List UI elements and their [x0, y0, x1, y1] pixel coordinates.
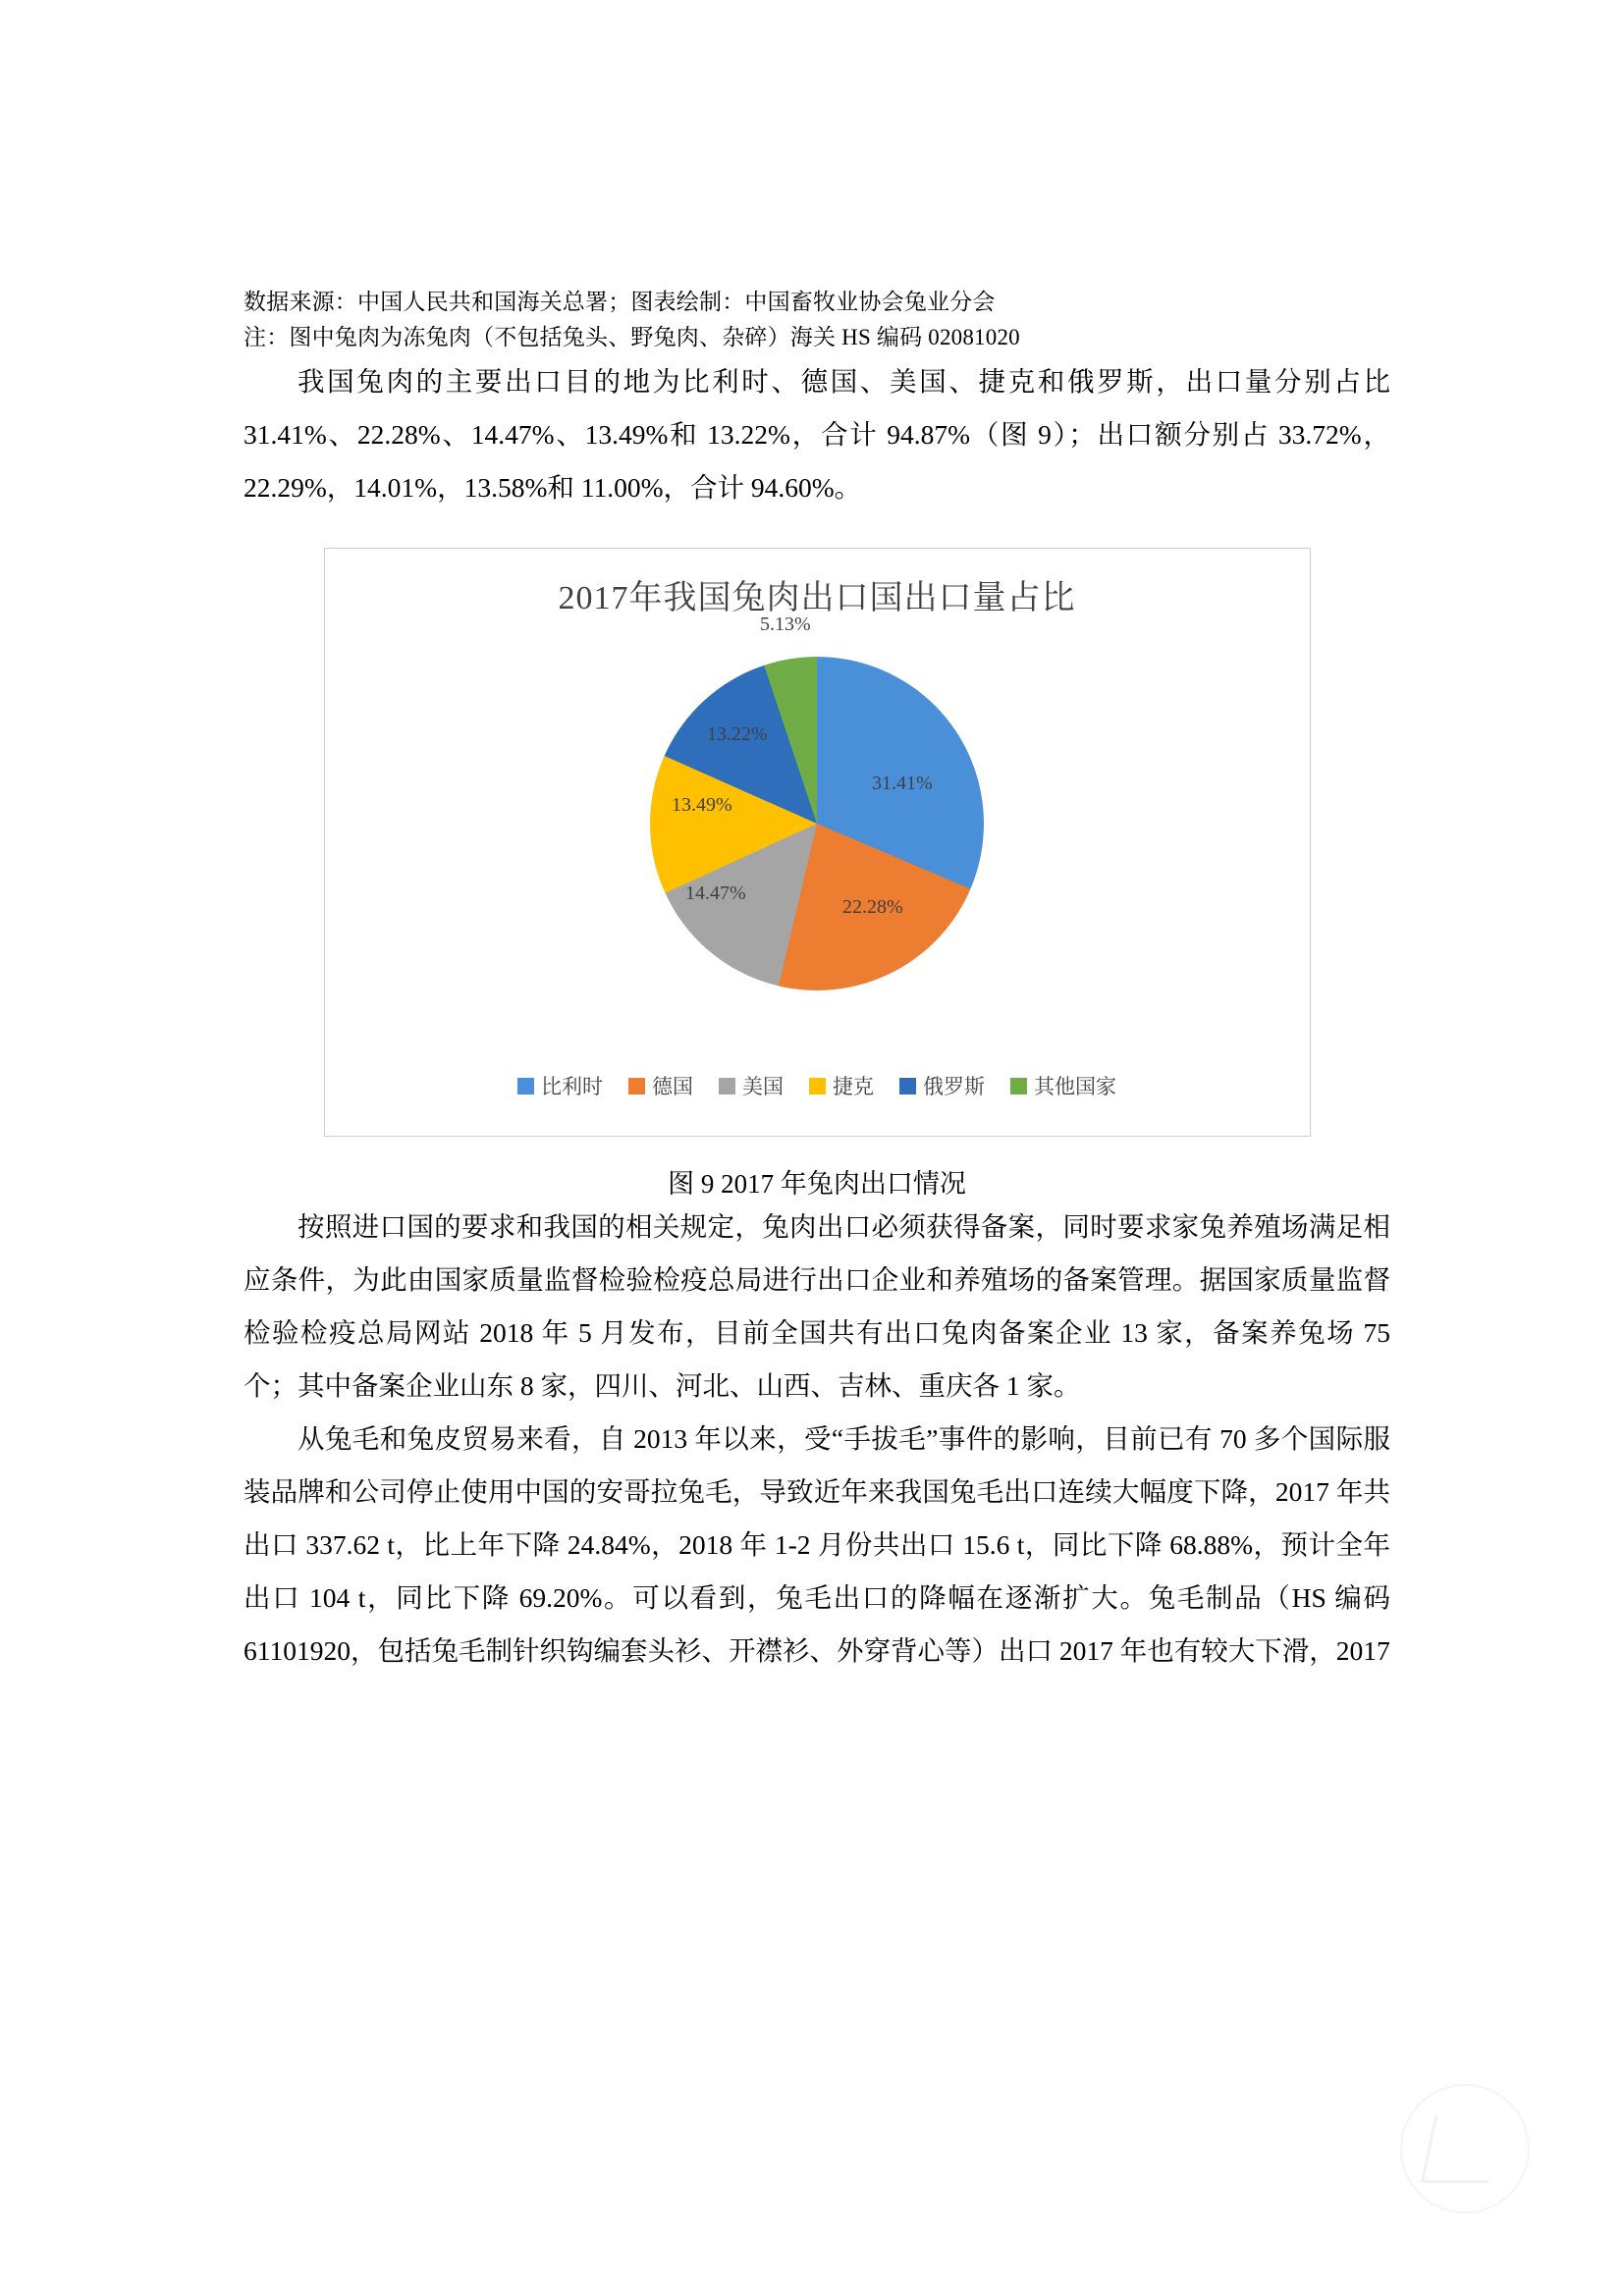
document-content — [244, 285, 1390, 1678]
pie-label-belgium: 31.41% — [872, 773, 933, 794]
legend-label: 德国 — [652, 1075, 693, 1098]
pie-label-usa: 14.47% — [685, 882, 746, 904]
figure-pie-chart — [324, 548, 1311, 1137]
legend-label: 美国 — [742, 1075, 784, 1098]
legend-label: 比利时 — [541, 1075, 603, 1098]
watermark-logo — [1400, 2084, 1530, 2214]
legend-label: 捷克 — [833, 1075, 874, 1098]
legend-item — [809, 1071, 874, 1100]
source-note-line-2: 注：图中兔肉为冻兔肉（不包括兔头、野兔肉、杂碎）海关 HS 编码 02081020 — [244, 325, 1020, 349]
pie-label-others: 5.13% — [760, 614, 811, 635]
legend-swatch-icon — [899, 1078, 916, 1095]
legend-item — [899, 1071, 985, 1100]
legend-swatch-icon — [517, 1078, 534, 1095]
legend-swatch-icon — [719, 1078, 735, 1095]
legend-swatch-icon — [628, 1078, 645, 1095]
legend-label: 其他国家 — [1034, 1075, 1116, 1098]
source-note-line-1: 数据来源：中国人民共和国海关总署；图表绘制：中国畜牧业协会兔业分会 — [244, 290, 996, 314]
legend-swatch-icon — [809, 1078, 826, 1095]
figure-caption: 图 9 2017 年兔肉出口情况 — [668, 1169, 966, 1199]
legend-item — [517, 1071, 603, 1100]
paragraph-export-destinations: 我国兔肉的主要出口目的地为比利时、德国、美国、捷克和俄罗斯，出口量分别占比 31.41%、22.28%、14.47%、13.49%和 13.22%，合计 94.87%（图 9）；出口额分别占 33.72%，22.29%，14.01%，13.58%和 11.00%，合计 94.60%。 — [244, 366, 1390, 503]
legend-label: 俄罗斯 — [923, 1075, 985, 1098]
pie-chart — [650, 614, 984, 990]
pie-label-czech: 13.49% — [672, 794, 732, 816]
chart-title: 2017年我国兔肉出口国出口量占比 — [558, 580, 1076, 616]
pie-disc — [650, 657, 984, 990]
chart-legend — [325, 1071, 1310, 1100]
paragraph-rabbit-hair-trade: 从兔毛和兔皮贸易来看，自 2013 年以来，受“手拔毛”事件的影响，目前已有 70 多个国际服装品牌和公司停止使用中国的安哥拉兔毛，导致近年来我国兔毛出口连续大幅度下降，2017 年共出口 337.62 t，比上年下降 24.84%，2018 年 1-2 月份共出口 15.6 t，同比下降 68.88%，预计全年出口 104 t，同比下降 69.20%。可以看到，兔毛出口的降幅在逐渐扩大。兔毛制品（HS 编码 61101920，包括兔毛制针织钩编套头衫、开襟衫、外穿背心等）出口 2017 年也有较大下滑，2017 — [244, 1423, 1390, 1666]
legend-item — [719, 1071, 784, 1100]
paragraph-registration: 按照进口国的要求和我国的相关规定，兔肉出口必须获得备案，同时要求家兔养殖场满足相应条件，为此由国家质量监督检验检疫总局进行出口企业和养殖场的备案管理。据国家质量监督检验检疫总局网站 2018 年 5 月发布，目前全国共有出口兔肉备案企业 13 家，备案养兔场 75 个；其中备案企业山东 8 家，四川、河北、山西、吉林、重庆各 1 家。 — [244, 1211, 1390, 1401]
legend-item — [1010, 1071, 1116, 1100]
legend-item — [628, 1071, 693, 1100]
legend-swatch-icon — [1010, 1078, 1027, 1095]
pie-label-russia: 13.22% — [707, 723, 768, 745]
pie-label-germany: 22.28% — [842, 896, 903, 918]
